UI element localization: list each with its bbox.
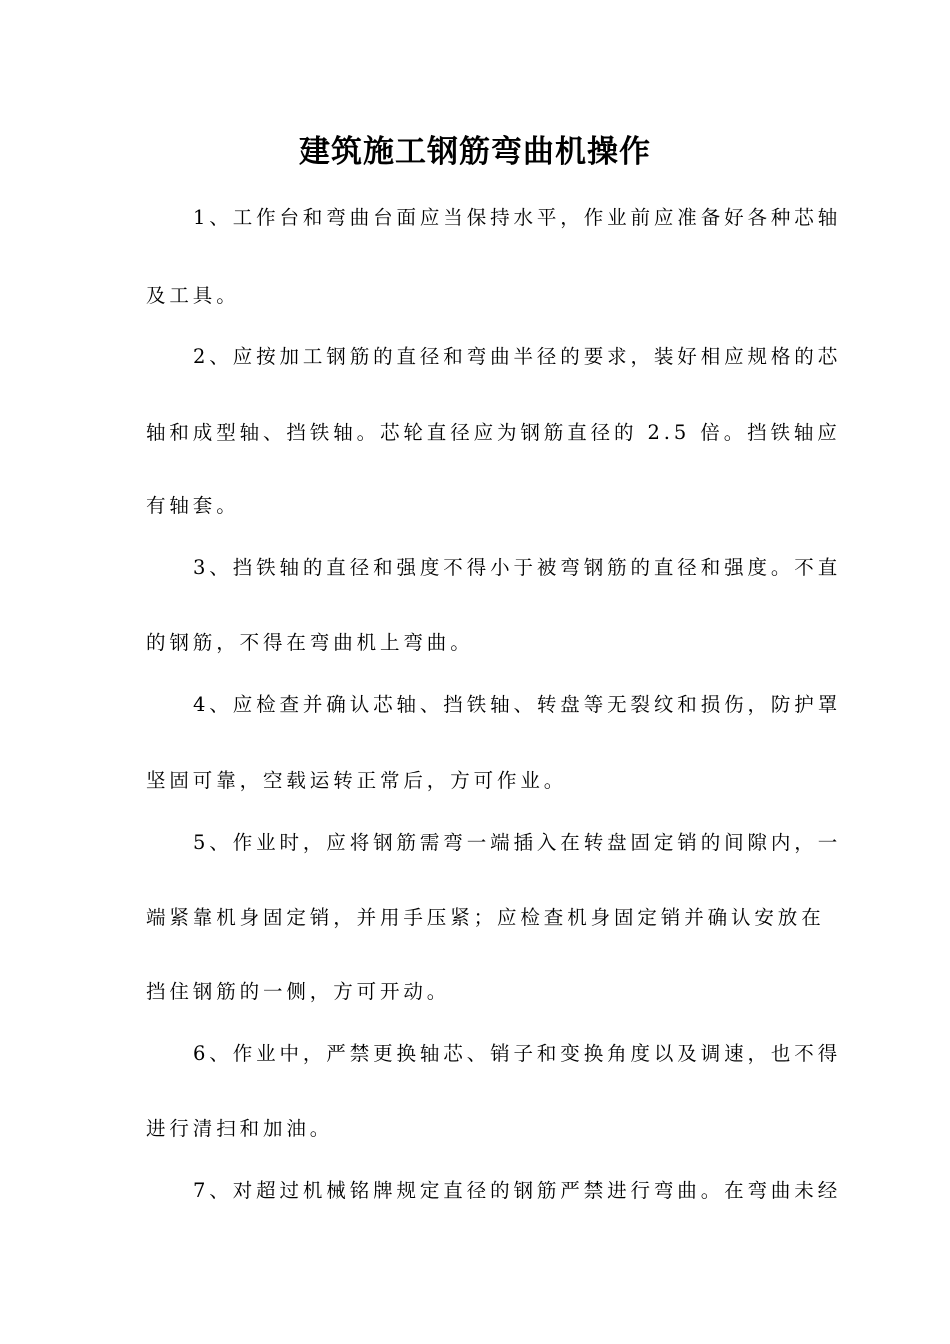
- paragraph-2-line-2: 轴和成型轴、挡铁轴。芯轮直径应为钢筋直径的 2.5 倍。挡铁轴应: [146, 421, 841, 444]
- paragraph-5-line-3: 挡住钢筋的一侧，方可开动。: [146, 980, 451, 1003]
- paragraph-1-line-2: 及工具。: [146, 284, 240, 307]
- paragraph-1-line-1: 1、工作台和弯曲台面应当保持水平，作业前应准备好各种芯轴: [193, 206, 842, 229]
- paragraph-4-line-2: 坚固可靠，空载运转正常后，方可作业。: [146, 769, 568, 792]
- paragraph-5-line-2: 端紧靠机身固定销，并用手压紧；应检查机身固定销并确认安放在: [146, 906, 825, 929]
- paragraph-6-line-1: 6、作业中，严禁更换轴芯、销子和变换角度以及调速，也不得: [193, 1042, 842, 1065]
- paragraph-3-line-2: 的钢筋，不得在弯曲机上弯曲。: [146, 631, 474, 654]
- paragraph-2-line-3: 有轴套。: [146, 494, 240, 517]
- paragraph-3-line-1: 3、挡铁轴的直径和强度不得小于被弯钢筋的直径和强度。不直: [193, 556, 842, 579]
- paragraph-7-line-1: 7、对超过机械铭牌规定直径的钢筋严禁进行弯曲。在弯曲未经: [193, 1179, 842, 1202]
- paragraph-4-line-1: 4、应检查并确认芯轴、挡铁轴、转盘等无裂纹和损伤，防护罩: [193, 693, 842, 716]
- paragraph-5-line-1: 5、作业时，应将钢筋需弯一端插入在转盘固定销的间隙内，一: [193, 831, 842, 854]
- document-title: 建筑施工钢筋弯曲机操作: [299, 134, 651, 170]
- paragraph-6-line-2: 进行清扫和加油。: [146, 1117, 334, 1140]
- paragraph-2-line-1: 2、应按加工钢筋的直径和弯曲半径的要求，装好相应规格的芯: [193, 345, 842, 368]
